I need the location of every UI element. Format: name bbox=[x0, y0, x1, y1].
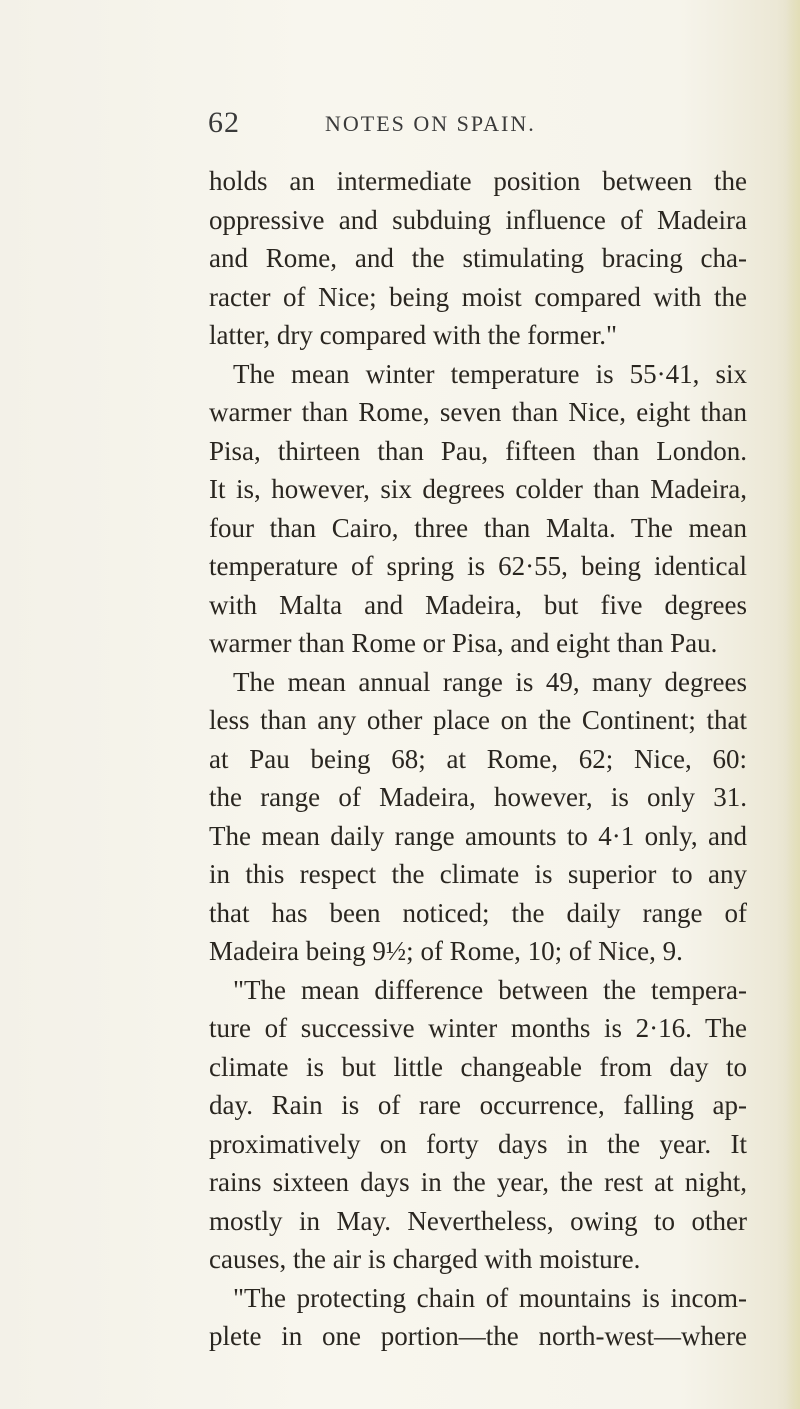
text-line: plete in one portion—the north-west—where bbox=[209, 1321, 747, 1351]
text-line: day. Rain is of rare occurrence, falling ap- bbox=[209, 1090, 747, 1120]
text-line: the range of Madeira, however, is only 31. bbox=[209, 782, 747, 812]
page-number: 62 bbox=[208, 106, 240, 139]
text-line: less than any other place on the Continent; that bbox=[209, 705, 747, 735]
text-line: and Rome, and the stimulating bracing cha- bbox=[209, 243, 747, 273]
text-line: proximatively on forty days in the year. It bbox=[209, 1128, 747, 1159]
text-line: causes, the air is charged with moisture. bbox=[209, 1244, 641, 1274]
text-line: oppressive and subduing influence of Madeira bbox=[209, 204, 747, 235]
text-line: Pisa, thirteen than Pau, fifteen than London. bbox=[209, 435, 747, 466]
text-line: at Pau being 68; at Rome, 62; Nice, 60: bbox=[209, 743, 747, 774]
text-line: warmer than Rome or Pisa, and eight than Pau. bbox=[209, 628, 718, 658]
text-line: in this respect the climate is superior to any bbox=[209, 859, 747, 889]
running-head: NOTES ON SPAIN. bbox=[325, 111, 536, 136]
text-line: The mean annual range is 49, many degrees bbox=[233, 666, 747, 697]
body-text bbox=[209, 162, 747, 1356]
text-line: latter, dry compared with the former." bbox=[209, 320, 618, 350]
text-line: racter of Nice; being moist compared with the bbox=[209, 281, 747, 312]
text-line: with Malta and Madeira, but five degrees bbox=[209, 589, 747, 620]
text-line: Madeira being 9½; of Rome, 10; of Nice, 9. bbox=[209, 936, 683, 966]
text-line: The mean winter temperature is 55·41, six bbox=[233, 358, 747, 389]
page-edge-shading bbox=[786, 0, 800, 1409]
text-line: warmer than Rome, seven than Nice, eight than bbox=[209, 397, 747, 427]
text-line: The mean daily range amounts to 4·1 only, and bbox=[209, 820, 747, 851]
text-line: rains sixteen days in the year, the rest at night, bbox=[209, 1167, 747, 1197]
text-line: that has been noticed; the daily range of bbox=[209, 897, 747, 928]
text-line: four than Cairo, three than Malta. The mean bbox=[209, 512, 747, 543]
text-line: mostly in May. Nevertheless, owing to other bbox=[209, 1205, 747, 1236]
text-line: holds an intermediate position between the bbox=[209, 166, 747, 196]
text-line: "The protecting chain of mountains is incom- bbox=[233, 1282, 747, 1313]
text-line: It is, however, six degrees colder than Madeira, bbox=[209, 474, 747, 504]
text-line: "The mean difference between the tempera- bbox=[233, 974, 747, 1005]
text-line: temperature of spring is 62·55, being identical bbox=[209, 551, 747, 581]
text-line: climate is but little changeable from day to bbox=[209, 1051, 747, 1082]
text-line: ture of successive winter months is 2·16. The bbox=[209, 1013, 747, 1043]
